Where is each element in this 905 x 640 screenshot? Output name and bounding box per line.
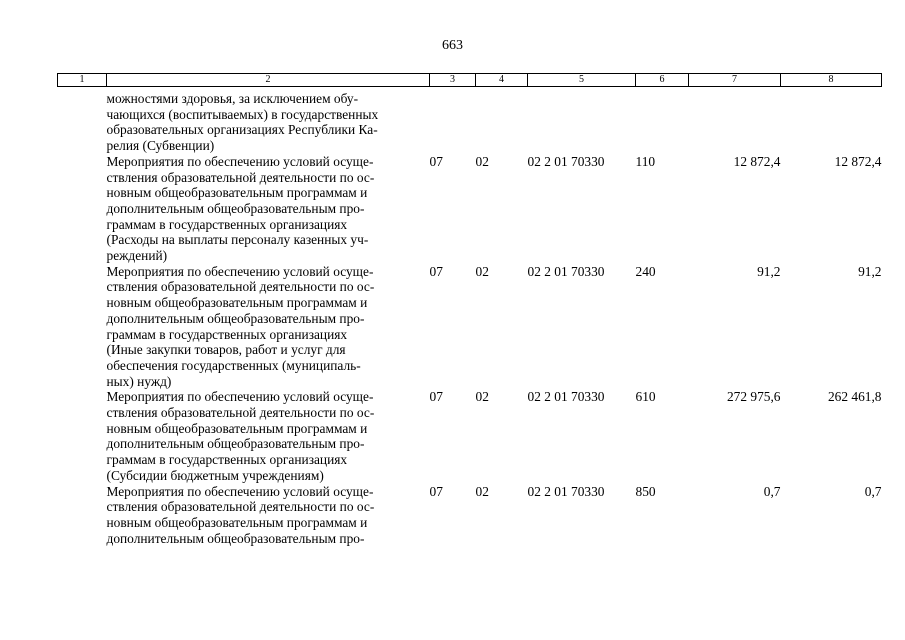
description-line: ных) нужд) bbox=[106, 373, 172, 389]
description-line: реждений) bbox=[106, 248, 168, 264]
column-header-3: 3 bbox=[430, 74, 476, 87]
description-line: дополнительным общеобразовательным про- bbox=[106, 436, 365, 452]
column-header-8: 8 bbox=[781, 74, 882, 87]
subsection-code: 02 bbox=[475, 153, 489, 169]
subsection-code: 02 bbox=[475, 483, 489, 499]
budget-table bbox=[57, 73, 882, 546]
amount-column-8: 12 872,4 bbox=[834, 153, 882, 169]
expense-type-code: 110 bbox=[635, 153, 656, 169]
row-description bbox=[107, 264, 430, 390]
description-line: новным общеобразовательным программам и bbox=[106, 295, 368, 311]
description-line: новным общеобразовательным программам и bbox=[106, 185, 368, 201]
expense-type-code: 240 bbox=[635, 263, 656, 279]
description-line: дополнительным общеобразовательным про- bbox=[106, 310, 365, 326]
table-row bbox=[58, 154, 882, 264]
description-line: обеспечения государственных (муниципаль- bbox=[106, 357, 361, 373]
description-line: ствления образовательной деятельности по ос- bbox=[106, 499, 375, 515]
description-line: граммам в государственных организациях bbox=[106, 452, 348, 468]
description-line: ствления образовательной деятельности по ос- bbox=[106, 279, 375, 295]
description-line: релия (Субвенции) bbox=[106, 138, 215, 154]
row-description bbox=[107, 389, 430, 483]
column-header-6: 6 bbox=[636, 74, 689, 87]
description-line: (Субсидии бюджетным учреждениям) bbox=[106, 467, 324, 483]
description-line: Мероприятия по обеспечению условий осуще- bbox=[106, 389, 374, 405]
target-article-code: 02 2 01 70330 bbox=[527, 389, 605, 405]
table-row-continuation bbox=[58, 87, 882, 154]
column-header-1: 1 bbox=[58, 74, 107, 87]
amount-column-8: 0,7 bbox=[864, 483, 882, 499]
section-code: 07 bbox=[429, 153, 443, 169]
amount-column-7: 0,7 bbox=[763, 483, 781, 499]
description-line: Мероприятия по обеспечению условий осуще- bbox=[106, 263, 374, 279]
description-line: новным общеобразовательным программам и bbox=[106, 420, 368, 436]
subsection-code: 02 bbox=[475, 263, 489, 279]
description-line: Мероприятия по обеспечению условий осуще- bbox=[106, 153, 374, 169]
target-article-code: 02 2 01 70330 bbox=[527, 483, 605, 499]
section-code: 07 bbox=[429, 483, 443, 499]
row-description bbox=[107, 154, 430, 264]
amount-column-8: 91,2 bbox=[858, 263, 882, 279]
column-number-header bbox=[58, 74, 882, 87]
column-header-2: 2 bbox=[107, 74, 430, 87]
amount-column-7: 272 975,6 bbox=[726, 389, 781, 405]
target-article-code: 02 2 01 70330 bbox=[527, 263, 605, 279]
subsection-code: 02 bbox=[475, 389, 489, 405]
table-row bbox=[58, 389, 882, 483]
description-line: образовательных организациях Республики Ка- bbox=[106, 122, 378, 138]
description-line: ствления образовательной деятельности по ос- bbox=[106, 169, 375, 185]
amount-column-7: 12 872,4 bbox=[733, 153, 781, 169]
amount-column-8: 262 461,8 bbox=[827, 389, 882, 405]
row-description bbox=[107, 87, 430, 154]
expense-type-code: 850 bbox=[635, 483, 656, 499]
description-line: граммам в государственных организациях bbox=[106, 216, 348, 232]
section-code: 07 bbox=[429, 389, 443, 405]
column-header-7: 7 bbox=[689, 74, 781, 87]
description-line: дополнительным общеобразовательным про- bbox=[106, 530, 365, 546]
amount-column-7: 91,2 bbox=[757, 263, 781, 279]
description-line: новным общеобразовательным программам и bbox=[106, 514, 368, 530]
column-header-5: 5 bbox=[528, 74, 636, 87]
table-row bbox=[58, 484, 882, 547]
description-line: (Расходы на выплаты персоналу казенных уч- bbox=[106, 232, 369, 248]
expense-type-code: 610 bbox=[635, 389, 656, 405]
description-line: ствления образовательной деятельности по ос- bbox=[106, 405, 375, 421]
row-description bbox=[107, 484, 430, 547]
table-row bbox=[58, 264, 882, 390]
page-number: 663 bbox=[442, 38, 463, 53]
description-line: (Иные закупки товаров, работ и услуг для bbox=[106, 342, 346, 358]
target-article-code: 02 2 01 70330 bbox=[527, 153, 605, 169]
description-line: можностями здоровья, за исключением обу- bbox=[106, 91, 359, 106]
description-line: Мероприятия по обеспечению условий осуще- bbox=[106, 483, 374, 499]
column-header-4: 4 bbox=[476, 74, 528, 87]
description-line: граммам в государственных организациях bbox=[106, 326, 348, 342]
description-line: чающихся (воспитываемых) в государственных bbox=[106, 106, 379, 122]
description-line: дополнительным общеобразовательным про- bbox=[106, 200, 365, 216]
section-code: 07 bbox=[429, 263, 443, 279]
